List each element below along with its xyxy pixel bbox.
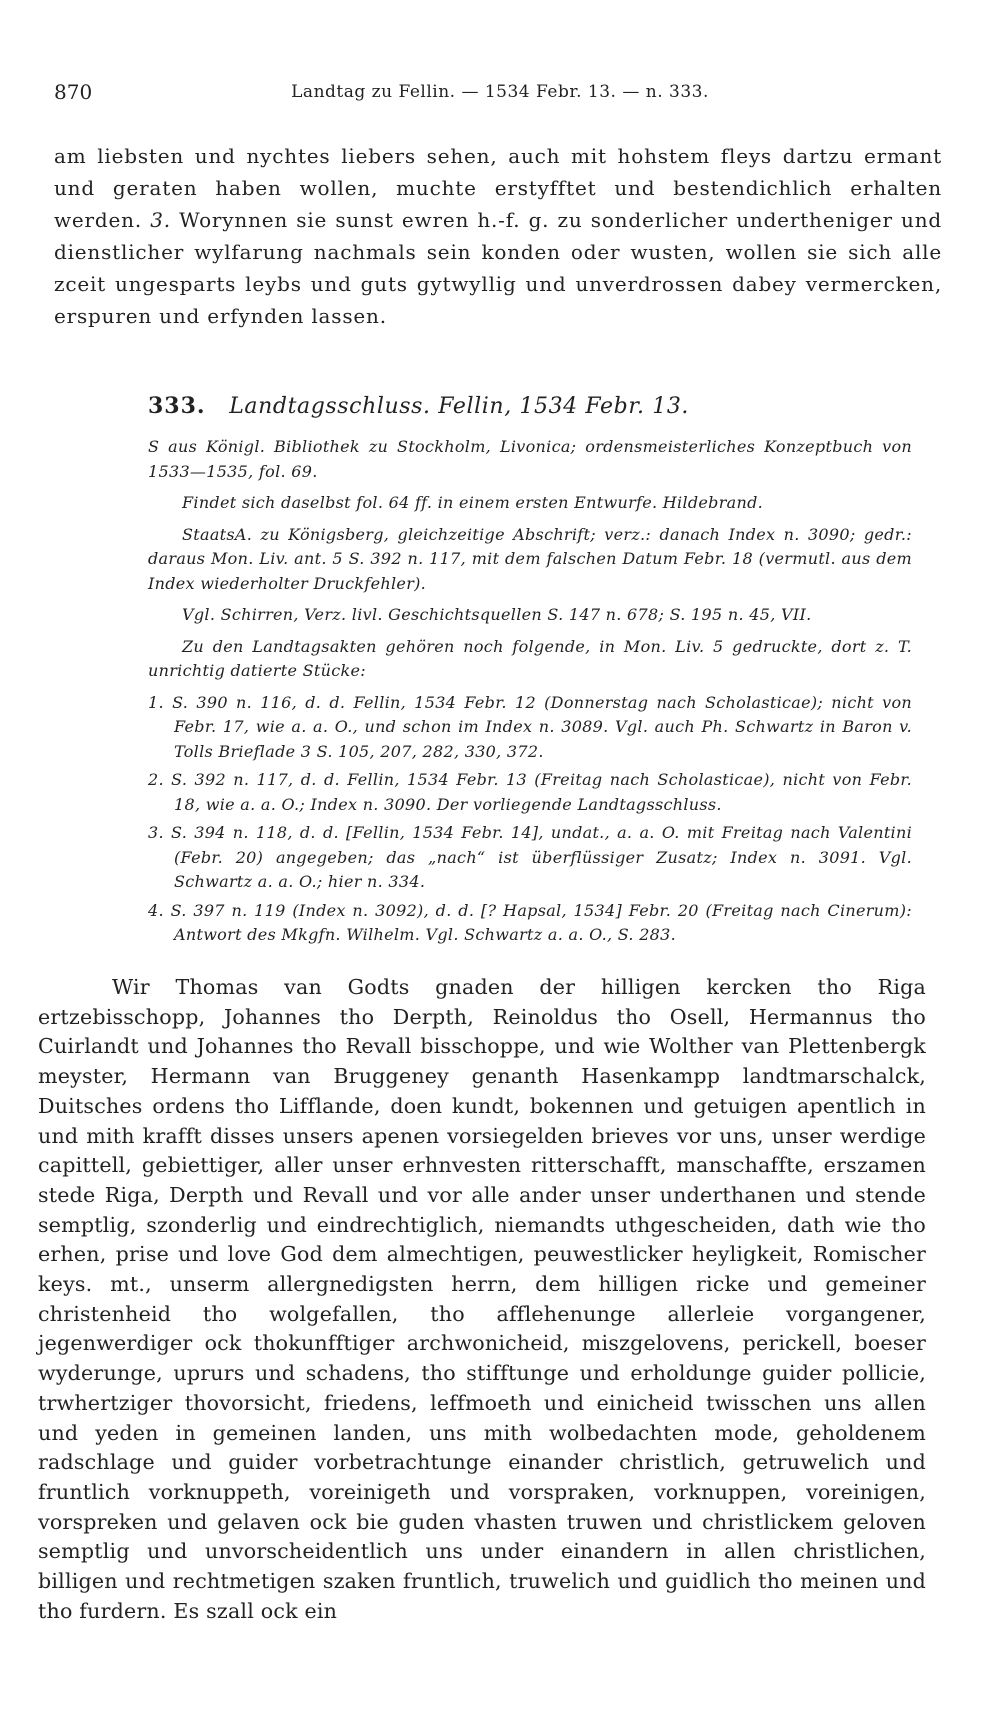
main-paragraph: Wir Thomas van Godts gnaden der hilligen kercken tho Riga ertzebisschopp, Johannes tho Derpth, Reinoldus tho Osell, Hermannus tho Cuirlandt und Johannes tho Revall bisschoppe, und wie Wolther van Plettenbergk meyster, Hermann van Bruggeney genanth Hasenkampp landtmarschalck, Duitsches ordens tho Lifflande, doen kundt, bokennen und getuigen apentlich in und mith krafft disses unsers apenen vorsiegelden brieves vor uns, unser werdige capittell, gebiettiger, aller unser erhnvesten ritterschafft, manschaffte, erszamen stede Riga, Derpth und Revall und vor alle ander unser underthanen und stende semptlig, szonderlig und eindrechtiglich, niemandts uthgescheiden, dath wie tho erhen, prise und love God dem almechtigen, peuwestlicker heyligkeit, Romischer keys. mt., unserm allergnedigsten herrn, dem hilligen ricke und gemeiner christenheid tho wolgefallen, tho afflehenunge allerleie vorgangener, jegenwerdiger ock thokunfftiger archwonicheid, miszgelovens, perickell, boeser wyderunge, uprurs und schadens, tho stifftunge und erholdunge guider pollicie, trwhertziger thovorsicht, friedens, leffmoeth und einicheid twisschen uns allen und yeden in gemeinen landen, uns mith wolbedachten mode, geholdenem radschlage und guider vorbetrachtunge einander christlich, getruwelich und fruntlich vorknuppeth, voreinigeth und vorspraken, vorknuppen, voreinigen, vorspreken und gelaven ock bie guden vhasten truwen und christlickem geloven semptlig und unvorscheidentlich uns under einandern in allen christlichen, billigen und rechtmetigen szaken fruntlich, truwelich und guidlich tho meinen und tho furdern. Es szall ock ein	[38, 975, 926, 1623]
page-header	[54, 80, 946, 110]
note-source-s: S aus Königl. Bibliothek zu Stockholm, Livonica; ordensmeisterliches Konzeptbuch von 1533—1535, fol. 69.	[148, 437, 912, 481]
continued-text-part1: am liebsten und nychtes liebers sehen, auch mit hohstem fleys dartzu ermant und geraten haben wollen, muchte erstyfftet und bestendichlich erhalten werden.	[54, 144, 942, 232]
continued-text-part2: Worynnen sie sunst ewren h.-f. g. zu sonderlicher undertheniger und dienstlicher wylfarung nachmals sein konden oder wusten, wollen sie sich alle zceit ungesparts leybs und guts gytwyllig und unverdrossen dabey vermercken, erspuren und erfynden lassen.	[54, 208, 942, 328]
note-list-item: 4. S. 397 n. 119 (Index n. 3092), d. d. [? Hapsal, 1534] Febr. 20 (Freitag nach Cinerum): Antwort des Mkgfn. Wilhelm. Vgl. Schwartz a. a. O., S. 283.	[148, 900, 912, 944]
note-list-item: 3. S. 394 n. 118, d. d. [Fellin, 1534 Febr. 14], undat., a. a. O. mit Freitag nach Valentini (Febr. 20) angegeben; das „nach“ ist überflüssiger Zusatz; Index n. 3091. Vgl. Schwartz a. a. O.; hier n. 334.	[148, 823, 912, 891]
note-zu-den: Zu den Landtagsakten gehören noch folgende, in Mon. Liv. 5 gedruckte, dort z. T. unrichtig datierte Stücke:	[148, 636, 912, 680]
document-number: 333.	[148, 393, 206, 419]
page-number: 870	[54, 80, 93, 104]
document-heading	[148, 393, 928, 419]
main-text	[38, 973, 926, 1626]
item-number: 3.	[150, 208, 171, 232]
running-title: Landtag zu Fellin. — 1534 Febr. 13. — n. 333.	[291, 82, 709, 102]
document-title: Landtagsschluss. Fellin, 1534 Febr. 13.	[229, 394, 690, 419]
source-notes	[148, 435, 912, 952]
note-vgl: Vgl. Schirren, Verz. livl. Geschichtsquellen S. 147 n. 678; S. 195 n. 45, VII.	[182, 605, 812, 624]
note-list-item: 1. S. 390 n. 116, d. d. Fellin, 1534 Febr. 12 (Donnerstag nach Scholasticae); nicht von Febr. 17, wie a. a. O., und schon im Index n. 3089. Vgl. auch Ph. Schwartz in Baron v. Tolls Brieflade 3 S. 105, 207, 282, 330, 372.	[148, 692, 912, 761]
continued-text	[54, 140, 942, 332]
note-findet: Findet sich daselbst fol. 64 ff. in einem ersten Entwurfe. Hildebrand.	[182, 493, 764, 512]
note-list-item: 2. S. 392 n. 117, d. d. Fellin, 1534 Febr. 13 (Freitag nach Scholasticae), nicht von Febr. 18, wie a. a. O.; Index n. 3090. Der vorliegende Landtagsschluss.	[148, 770, 912, 814]
note-staatsa: StaatsA. zu Königsberg, gleichzeitige Abschrift; verz.: danach Index n. 3090; gedr.: daraus Mon. Liv. ant. 5 S. 392 n. 117, mit dem falschen Datum Febr. 18 (vermutl. aus dem Index wiederholter Druckfehler).	[148, 524, 912, 593]
